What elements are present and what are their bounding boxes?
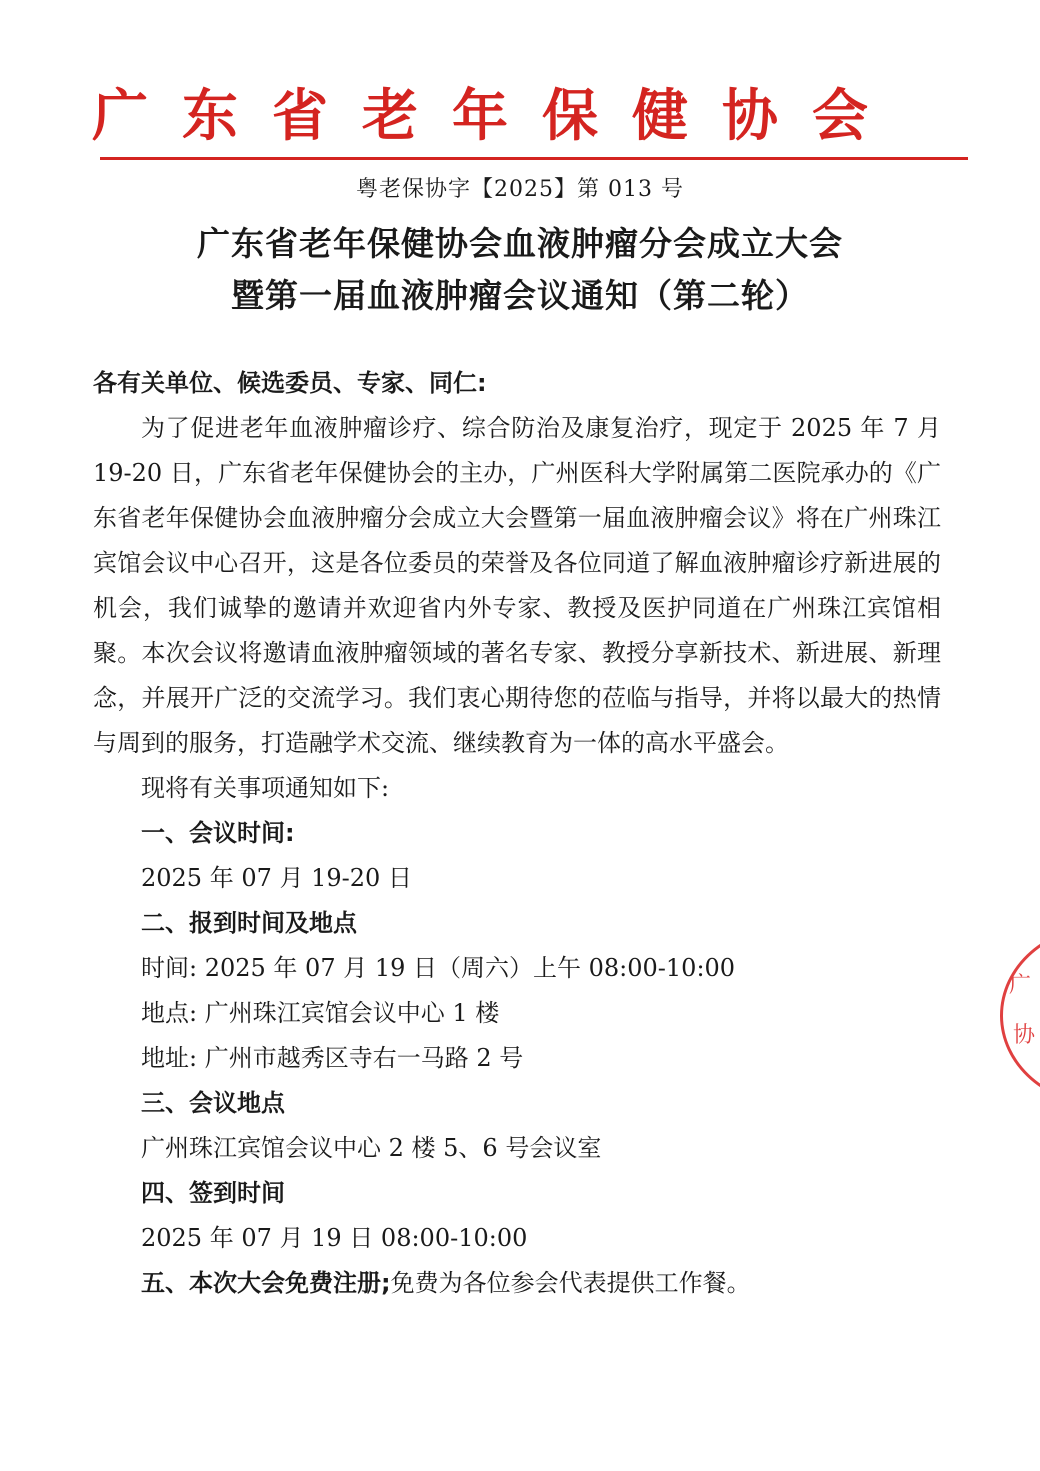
document-body <box>93 361 941 1306</box>
section-4-heading: 四、签到时间 <box>141 1179 285 1207</box>
intro-paragraph: 为了促进老年血液肿瘤诊疗、综合防治及康复治疗，现定于 2025 年 7 月 19-20 日，广东省老年保健协会的主办，广州医科大学附属第二医院承办的《广东省老年保健协会血液肿瘤分会成立大会暨第一届血液肿瘤会议》将在广州珠江宾馆会议中心召开，这是各位委员的荣誉及各位同道了解血液肿瘤诊疗新进展的机会，我们诚挚的邀请并欢迎省内外专家、教授及医护同道在广州珠江宾馆相聚。本次会议将邀请血液肿瘤领域的著名专家、教授分享新技术、新进展、新理念，并展开广泛的交流学习。我们衷心期待您的莅临与指导，并将以最大的热情与周到的服务，打造融学术交流、继续教育为一体的高水平盛会。 <box>93 414 941 757</box>
document-number: 粤老保协字【2025】第 013 号 <box>356 177 684 202</box>
letterhead-rule <box>100 157 968 160</box>
section-5-text: 免费为各位参会代表提供工作餐。 <box>390 1269 751 1297</box>
official-seal <box>1000 925 1040 1106</box>
sign-in-time: 2025 年 07 月 19 日 08:00-10:00 <box>141 1224 528 1252</box>
section-2-heading: 二、报到时间及地点 <box>141 909 357 937</box>
section-1-heading: 一、会议时间: <box>141 819 295 847</box>
section-5-heading: 五、本次大会免费注册; <box>141 1269 391 1297</box>
meeting-dates: 2025 年 07 月 19-20 日 <box>141 864 412 892</box>
letterhead-title: 广东省老年保健协会 <box>92 84 902 149</box>
registration-time: 时间: 2025 年 07 月 19 日（周六）上午 08:00-10:00 <box>141 954 736 982</box>
registration-address: 地址: 广州市越秀区寺右一马路 2 号 <box>141 1044 524 1072</box>
notice-lead: 现将有关事项通知如下: <box>141 774 390 802</box>
seal-char-1: 广 <box>1009 973 1032 998</box>
main-title-line2: 暨第一届血液肿瘤会议通知（第二轮） <box>231 276 809 315</box>
main-title-line1: 广东省老年保健协会血液肿瘤分会成立大会 <box>197 224 843 263</box>
salutation: 各有关单位、候选委员、专家、同仁: <box>93 369 487 397</box>
seal-char-2: 协 <box>1013 1023 1036 1048</box>
section-5-line <box>93 1261 941 1306</box>
section-3-heading: 三、会议地点 <box>141 1089 285 1117</box>
registration-place: 地点: 广州珠江宾馆会议中心 1 楼 <box>141 999 500 1027</box>
meeting-room: 广州珠江宾馆会议中心 2 楼 5、6 号会议室 <box>141 1134 602 1162</box>
